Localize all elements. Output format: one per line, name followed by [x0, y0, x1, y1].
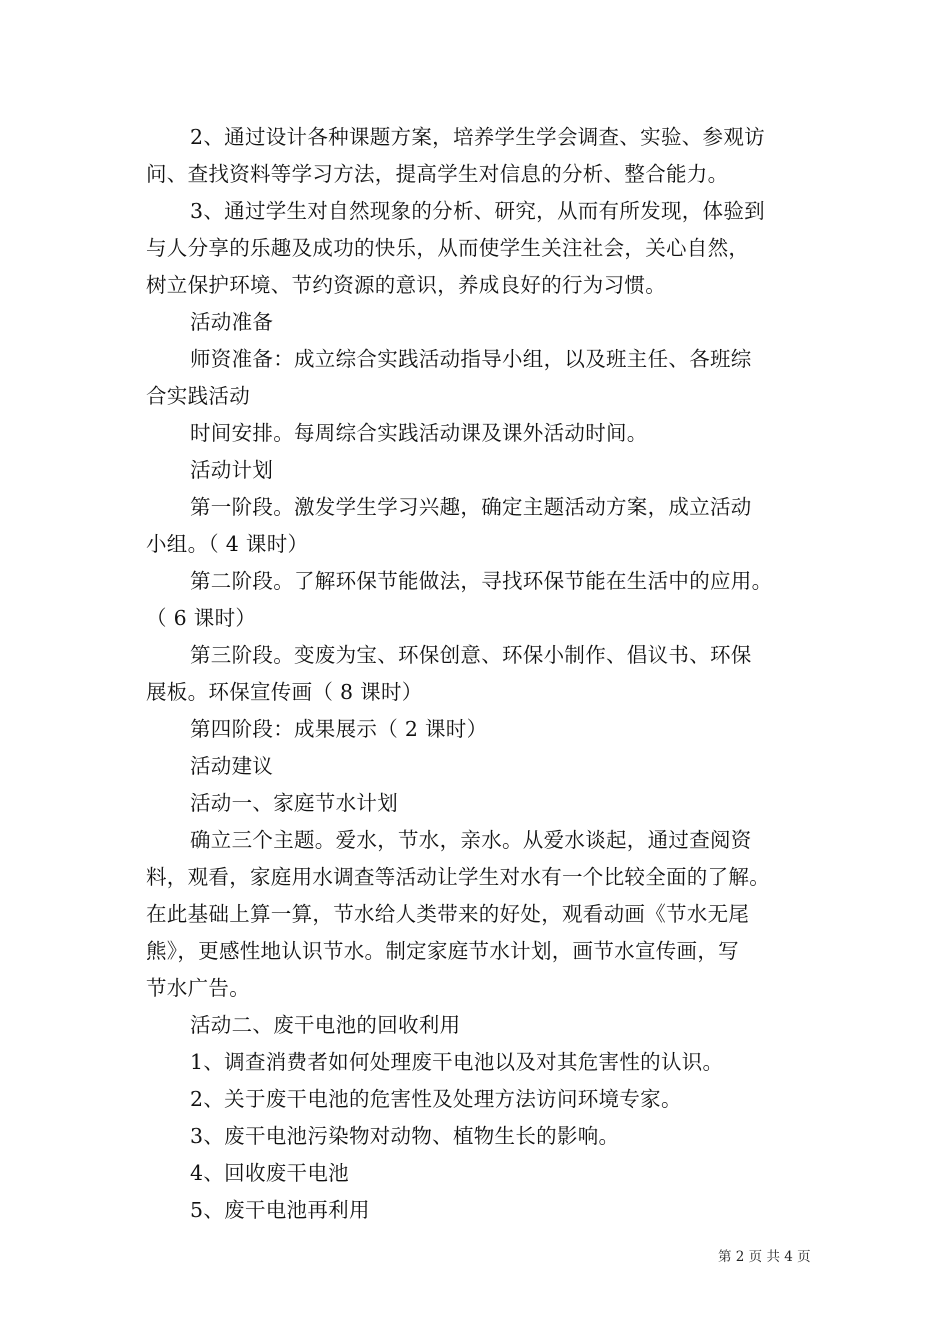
- text-line: 2、通过设计各种课题方案，培养学生学会调查、实验、参观访: [190, 125, 765, 149]
- list-item: 1、调查消费者如何处理废干电池以及对其危害性的认识。: [190, 1050, 724, 1074]
- text-line: 时间安排。每周综合实践活动课及课外活动时间。: [190, 421, 648, 445]
- text-line: 确立三个主题。爱水，节水，亲水。从爱水谈起，通过查阅资: [190, 828, 752, 852]
- text-line: 第三阶段。变废为宝、环保创意、环保小制作、倡议书、环保: [190, 643, 752, 667]
- section-heading: 活动计划: [190, 458, 274, 482]
- text-line: 第一阶段。激发学生学习兴趣，确定主题活动方案，成立活动: [190, 495, 752, 519]
- list-item: 4、回收废干电池: [190, 1161, 349, 1185]
- section-heading: 活动建议: [190, 754, 274, 778]
- text-line: 第二阶段。了解环保节能做法，寻找环保节能在生活中的应用。: [190, 569, 773, 593]
- list-item: 2、关于废干电池的危害性及处理方法访问环境专家。: [190, 1087, 682, 1111]
- text-line: 小组。（ 4 课时）: [146, 532, 309, 556]
- text-line: 合实践活动: [146, 384, 250, 408]
- text-line: 熊》，更感性地认识节水。制定家庭节水计划，画节水宣传画，写: [146, 939, 739, 963]
- text-line: 第四阶段：成果展示（ 2 课时）: [190, 717, 488, 741]
- text-line: 3、通过学生对自然现象的分析、研究，从而有所发现，体验到: [190, 199, 765, 223]
- text-line: （ 6 课时）: [146, 606, 257, 630]
- text-line: 节水广告。: [146, 976, 250, 1000]
- list-item: 3、废干电池污染物对动物、植物生长的影响。: [190, 1124, 620, 1148]
- activity-heading: 活动一、家庭节水计划: [190, 791, 398, 815]
- text-line: 与人分享的乐趣及成功的快乐，从而使学生关注社会，关心自然，: [146, 236, 750, 260]
- text-line: 料，观看，家庭用水调查等活动让学生对水有一个比较全面的了解。: [146, 865, 770, 889]
- text-line: 在此基础上算一算，节水给人类带来的好处，观看动画《节水无尾: [146, 902, 750, 926]
- activity-heading: 活动二、废干电池的回收利用: [190, 1013, 461, 1037]
- list-item: 5、废干电池再利用: [190, 1198, 370, 1222]
- text-line: 树立保护环境、节约资源的意识，养成良好的行为习惯。: [146, 273, 666, 297]
- page-number-footer: 第 2 页 共 4 页: [718, 1249, 811, 1265]
- text-line: 展板。环保宣传画（ 8 课时）: [146, 680, 423, 704]
- text-line: 问、查找资料等学习方法，提高学生对信息的分析、整合能力。: [146, 162, 729, 186]
- section-heading: 活动准备: [190, 310, 274, 334]
- text-line: 师资准备：成立综合实践活动指导小组，以及班主任、各班综: [190, 347, 752, 371]
